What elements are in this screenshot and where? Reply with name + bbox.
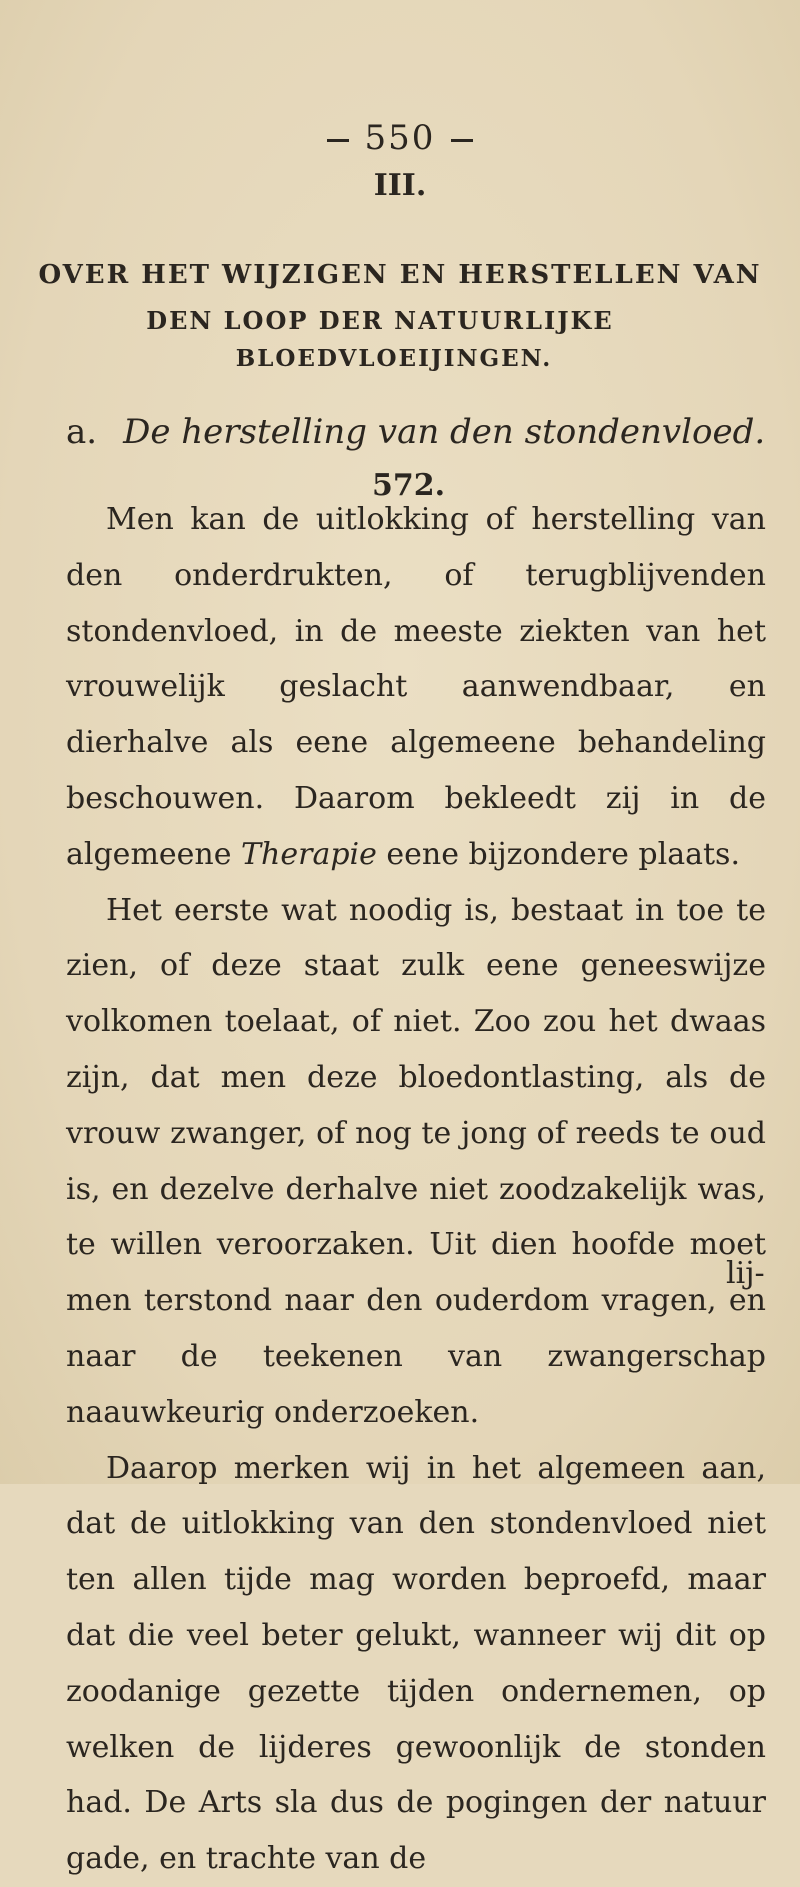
section-number: 572. [372, 468, 446, 503]
right-dash [451, 139, 473, 142]
subsection-heading [66, 412, 765, 452]
body-text [66, 492, 766, 1887]
emphasis-therapie: Therapie [241, 836, 377, 872]
chapter-title-line-3: BLOEDVLOEIJINGEN. [235, 345, 553, 372]
catchword: lij- [726, 1256, 765, 1291]
paragraph-1: Men kan de uitlokking of herstelling van den onderdrukten, of terugblijvenden stondenvloed, in de meeste ziekten van het vrouwelijk geslacht aanwendbaar, en dierhalve als eene algemeene behandeling beschouwen. Daarom bekleedt zij in de algemeene Therapie eene bijzondere plaats. [66, 502, 766, 872]
subsection-letter: a. [66, 412, 98, 452]
chapter-title-line-2: DEN LOOP DER NATUURLIJKE [146, 306, 614, 335]
left-dash [327, 139, 349, 142]
paragraph-3: Daarop merken wij in het algemeen aan, dat de uitlokking van den stondenvloed niet ten allen tijde mag worden beproefd, maar dat die veel beter gelukt, wanneer wij dit op zoodanige gezette tijden ondernemen, op welken de lijderes gewoonlijk de stonden had. De Arts sla dus de pogingen der natuur gade, en trachte van de [66, 1450, 766, 1877]
paragraph-2: Het eerste wat noodig is, bestaat in toe te zien, of deze staat zulk eene geneeswijze volkomen toelaat, of niet. Zoo zou het dwaas zijn, dat men deze bloedontlasting, als de vrouw zwanger, of nog te jong of reeds te oud is, en dezelve derhalve niet zoodzakelijk was, te willen veroorzaken. Uit dien hoofde moet men terstond naar den ouderdom vragen, en naar de teekenen van zwangerschap naauwkeurig onderzoeken. [66, 892, 766, 1430]
page-number: 550 [0, 118, 800, 158]
chapter-roman-numeral: III. [373, 168, 427, 203]
subsection-title: De herstelling van den stondenvloed. [123, 412, 766, 452]
chapter-title-line-1: OVER HET WIJZIGEN EN HERSTELLEN VAN [38, 260, 762, 290]
